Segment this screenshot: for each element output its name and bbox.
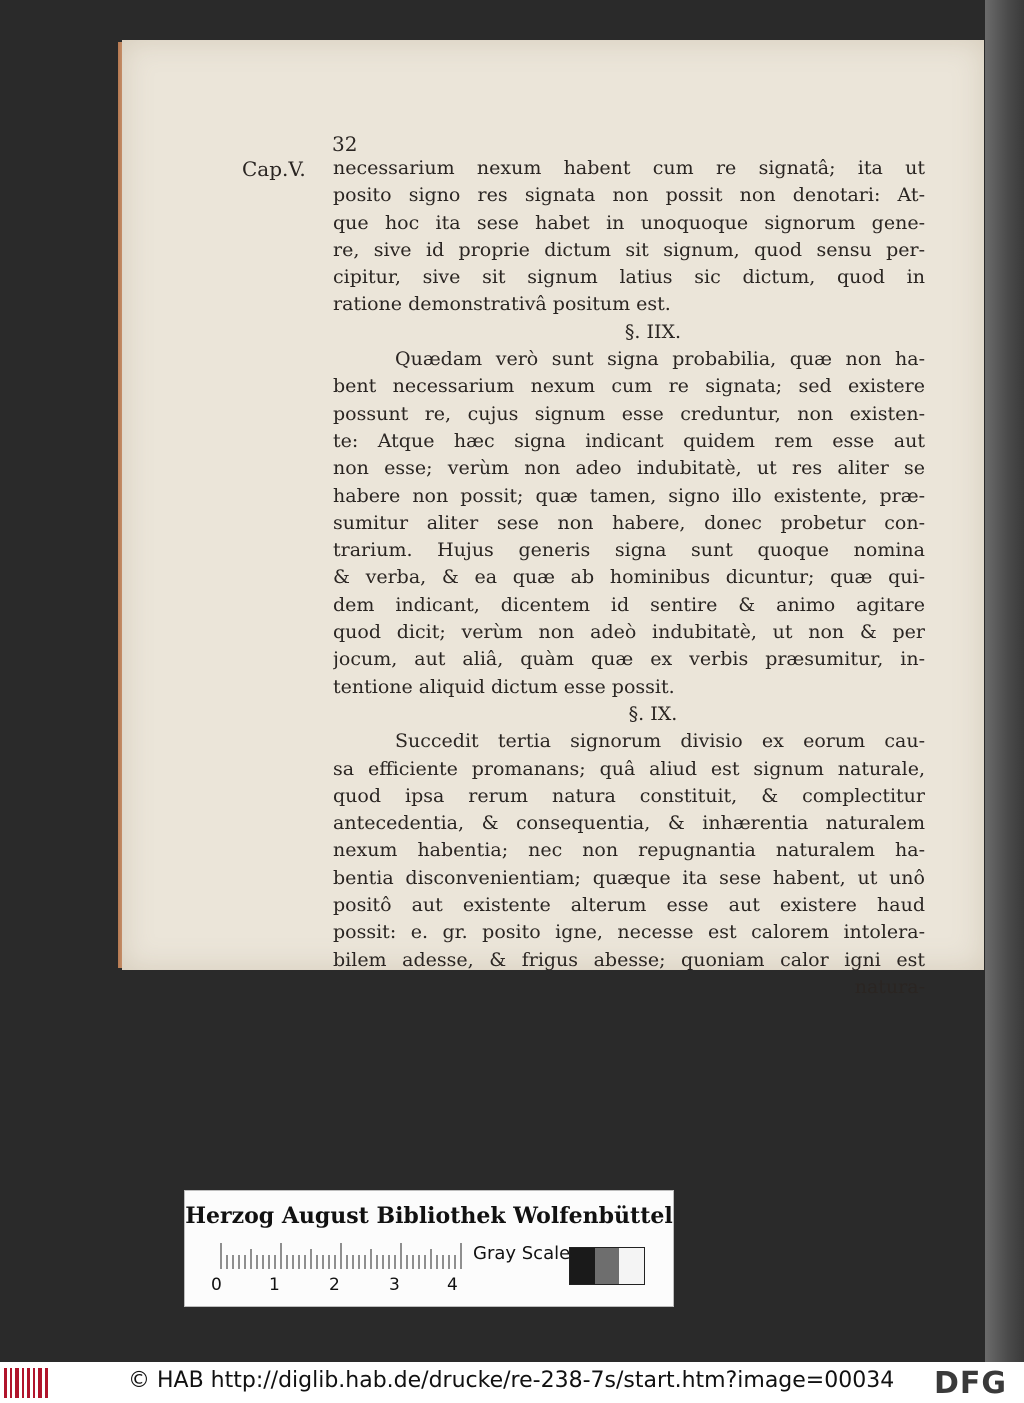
text-line: & verba, & ea quæ ab hominibus dicuntur; quæ qui- xyxy=(333,566,925,589)
copyright-url[interactable]: © HAB http://diglib.hab.de/drucke/re-238-7s/start.htm?image=00034 xyxy=(128,1368,895,1393)
text-line: te: Atque hæc signa indicant quidem rem esse aut xyxy=(333,429,925,452)
text-line: necessarium nexum habent cum re signatâ; ita ut xyxy=(333,157,925,179)
ruler-scale xyxy=(219,1243,469,1269)
ruler-label: 1 xyxy=(269,1275,280,1295)
text-line: habere non possit; quæ tamen, signo illo existente, præ- xyxy=(333,484,925,507)
ruler-labels xyxy=(211,1275,461,1297)
ruler-label: 0 xyxy=(211,1275,222,1295)
gray-swatch xyxy=(595,1248,620,1284)
text-line: tentione aliquid dictum esse possit. xyxy=(333,675,675,698)
text-line: nexum habentia; nec non repugnantia naturalem ha- xyxy=(333,839,925,862)
text-line: re, sive id proprie dictum sit signum, quod sensu per- xyxy=(333,238,925,261)
viewer-footer xyxy=(0,1362,1024,1403)
text-line: bilem adesse, & frigus abesse; quoniam calor igni est xyxy=(333,948,925,971)
text-line: antecedentia, & consequentia, & inhærentia naturalem xyxy=(333,812,925,835)
ruler-label: 2 xyxy=(329,1275,340,1295)
text-line: bentia disconvenientiam; quæque ita sese habent, ut unô xyxy=(333,866,925,889)
text-line: trarium. Hujus generis signa sunt quoque nomina xyxy=(333,539,925,562)
text-line: jocum, aut aliâ, quàm quæ ex verbis præsumitur, in- xyxy=(333,648,925,671)
margin-chapter-note: Cap.V. xyxy=(242,157,306,181)
text-line: positô aut existente alterum esse aut existere haud xyxy=(333,894,925,917)
page-text xyxy=(333,155,925,1001)
text-line: quod dicit; verùm non adeò indubitatè, ut non & per xyxy=(333,621,925,644)
gray-swatch xyxy=(619,1248,644,1284)
text-line: possunt re, cujus signum esse creduntur, non existen- xyxy=(333,402,925,425)
text-line: dem indicant, dicentem id sentire & animo agitare xyxy=(333,593,925,616)
text-line: bent necessarium nexum cum re signata; sed existere xyxy=(333,375,925,398)
gray-scale-label: Gray Scale xyxy=(473,1243,571,1264)
ruler-label: 3 xyxy=(389,1275,400,1295)
text-line: que hoc ita sese habet in unoquoque signorum gene- xyxy=(333,211,925,234)
catchword: natura- xyxy=(854,975,925,998)
text-line: quod ipsa rerum natura constituit, & complectitur xyxy=(333,784,925,807)
library-barcode-icon xyxy=(4,1368,48,1398)
ruler-label: 4 xyxy=(447,1275,458,1295)
section-heading: §. IIX. xyxy=(624,320,682,343)
text-line: Quædam verò sunt signa probabilia, quæ non ha- xyxy=(395,348,925,371)
section-heading: §. IX. xyxy=(628,702,678,725)
text-line: possit: e. gr. posito igne, necesse est calorem intolera- xyxy=(333,921,925,944)
dfg-logo: DFG xyxy=(934,1366,1008,1401)
text-line: sumitur aliter sese non habere, donec probetur con- xyxy=(333,511,925,534)
color-calibration-card xyxy=(184,1190,674,1307)
library-name: Herzog August Bibliothek Wolfenbüttel xyxy=(185,1203,673,1229)
text-line: ratione demonstrativâ positum est. xyxy=(333,293,671,316)
gray-scale-swatches xyxy=(569,1247,645,1285)
text-line: cipitur, sive sit signum latius sic dictum, quod in xyxy=(333,266,925,289)
gray-swatch xyxy=(570,1248,595,1284)
page-number: 32 xyxy=(332,132,358,156)
book-spine xyxy=(985,0,1024,1362)
text-line: sa efficiente promanans; quâ aliud est signum naturale, xyxy=(333,757,925,780)
text-line: Succedit tertia signorum divisio ex eorum cau- xyxy=(395,730,925,753)
text-line: posito signo res signata non possit non denotari: At- xyxy=(333,184,925,207)
text-line: non esse; verùm non adeo indubitatè, ut res aliter se xyxy=(333,457,925,480)
